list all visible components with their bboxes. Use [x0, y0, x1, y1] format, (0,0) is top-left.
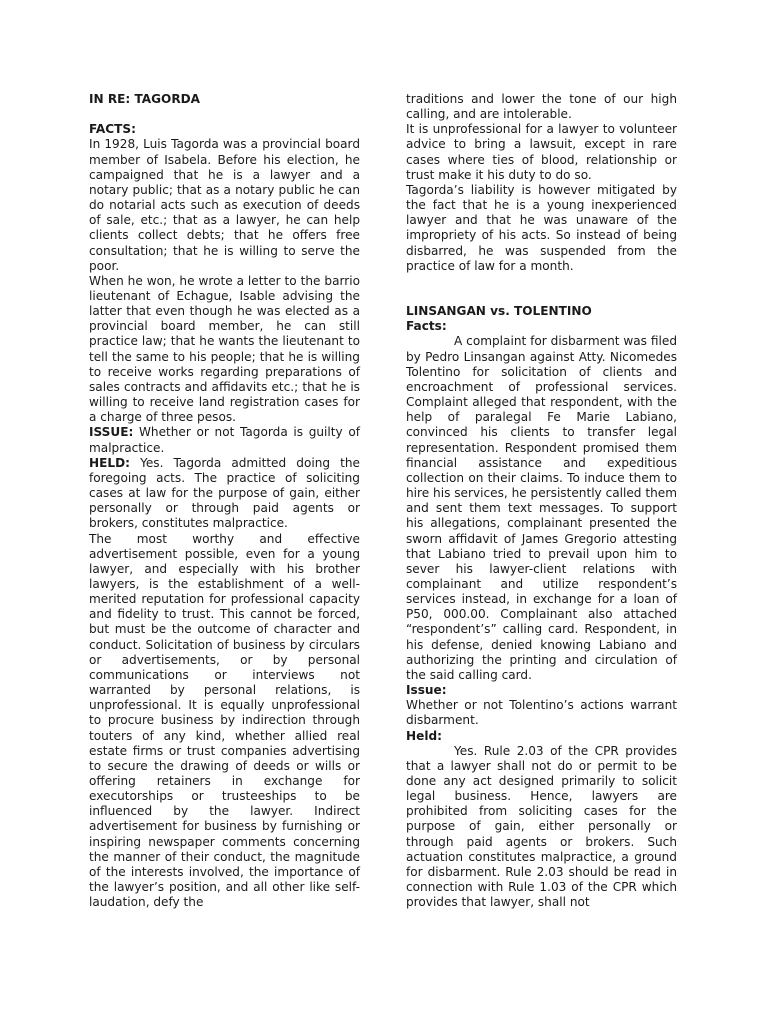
- issue-paragraph: [89, 425, 360, 455]
- spacer: [406, 274, 677, 289]
- issue-label-2: Issue:: [406, 683, 447, 698]
- case-title-linsangan: LINSANGAN vs. TOLENTINO: [406, 304, 592, 319]
- right-column: [406, 92, 677, 910]
- continued-paragraph-3: Tagorda’s liability is however mitigated by the fact that he is a young inexperienced lawyer and that he was unaware of the impropriety of his acts. So instead of being disbarred, he was suspended from the practice of law for a month.: [406, 182, 677, 273]
- spacer: [89, 107, 360, 122]
- held-paragraph: [89, 456, 360, 532]
- case-title-tagorda: IN RE: TAGORDA: [89, 92, 201, 106]
- facts-paragraph-linsangan: A complaint for disbarment was filed by Pedro Linsangan against Atty. Nicomedes Tolentino for solicitation of clients and encroachment of professional services. Complaint alleged that respondent, with the help of paralegal Fe Marie Labiano, convinced his clients to transfer legal representation. Respondent promised them financial assistance and expeditious collection on their claims. To induce them to hire his services, he persistently called them and sent them text messages. To support his allegations, complainant presented the sworn affidavit of James Gregorio attesting that Labiano tried to prevail upon him to sever his lawyer-client relations with complainant and utilize respondent’s services instead, in exchange for a loan of P50, 000.00. Complainant also attached “respondent’s” calling card. Respondent, in his defense, denied knowing Labiano and authorizing the printing and circulation of the said calling card.: [406, 334, 677, 682]
- held-paragraph-2: The most worthy and effective advertisement possible, even for a young lawyer, and especially with his brother lawyers, is the establishment of a well-merited reputation for professional capacity and fidelity to trust. This cannot be forced, but must be the outcome of character and conduct. Solicitation of business by circulars or advertisements, or by personal communications or interviews not warranted by personal relations, is unprofessional. It is equally unprofessional to procure business by indirection through touters of any kind, whether allied real estate firms or trust companies advertising to secure the drawing of deeds or wills or offering retainers in exchange for executorships or trusteeships to be influenced by the lawyer. Indirect advertisement for business by furnishing or inspiring newspaper comments concerning the manner of their conduct, the magnitude of the interests involved, the importance of the lawyer’s position, and all other like self-laudation, defy the: [89, 531, 360, 910]
- spacer: [406, 289, 677, 304]
- facts-label: FACTS:: [89, 122, 136, 137]
- issue-paragraph-linsangan: Whether or not Tolentino’s actions warrant disbarment.: [406, 698, 677, 728]
- facts-paragraph-2: When he won, he wrote a letter to the barrio lieutenant of Echague, Isable advising the latter that even though he was elected as a provincial board member, he can still practice law; that he wants the lieutenant to tell the same to his people; that he is willing to receive works regarding preparations of sales contracts and affidavits etc.; that he is willing to receive land registration cases for a charge of three pesos.: [89, 273, 360, 425]
- issue-text: Whether or not Tagorda is guilty of malpractice.: [89, 425, 360, 455]
- held-text: Yes. Tagorda admitted doing the foregoing acts. The practice of soliciting cases at law for the purpose of gain, either personally or through paid agents or brokers, constitutes malpractice.: [89, 455, 360, 531]
- facts-label-2: Facts:: [406, 319, 447, 334]
- held-paragraph-linsangan: Yes. Rule 2.03 of the CPR provides that a lawyer shall not do or permit to be done any act designed primarily to solicit legal business. Hence, lawyers are prohibited from soliciting cases for the purpose of gain, either personally or through paid agents or brokers. Such actuation constitutes malpractice, a ground for disbarment. Rule 2.03 should be read in connection with Rule 1.03 of the CPR which provides that lawyer, shall not: [406, 743, 677, 910]
- facts-paragraph-1: In 1928, Luis Tagorda was a provincial board member of Isabela. Before his election, he campaigned that he is a lawyer and a notary public; that as a notary public he can do notarial acts such as execution of deeds of sale, etc.; that as a lawyer, he can help clients collect debts; that he offers free consultation; that he is willing to serve the poor.: [89, 137, 360, 273]
- continued-paragraph-1: traditions and lower the tone of our high calling, and are intolerable.: [406, 92, 677, 122]
- left-column: [89, 92, 360, 910]
- continued-paragraph-2: It is unprofessional for a lawyer to volunteer advice to bring a lawsuit, except in rare cases where ties of blood, relationship or trust make it his duty to do so.: [406, 122, 677, 182]
- issue-label: ISSUE:: [89, 425, 134, 440]
- held-label-2: Held:: [406, 728, 442, 743]
- held-label: HELD:: [89, 455, 130, 470]
